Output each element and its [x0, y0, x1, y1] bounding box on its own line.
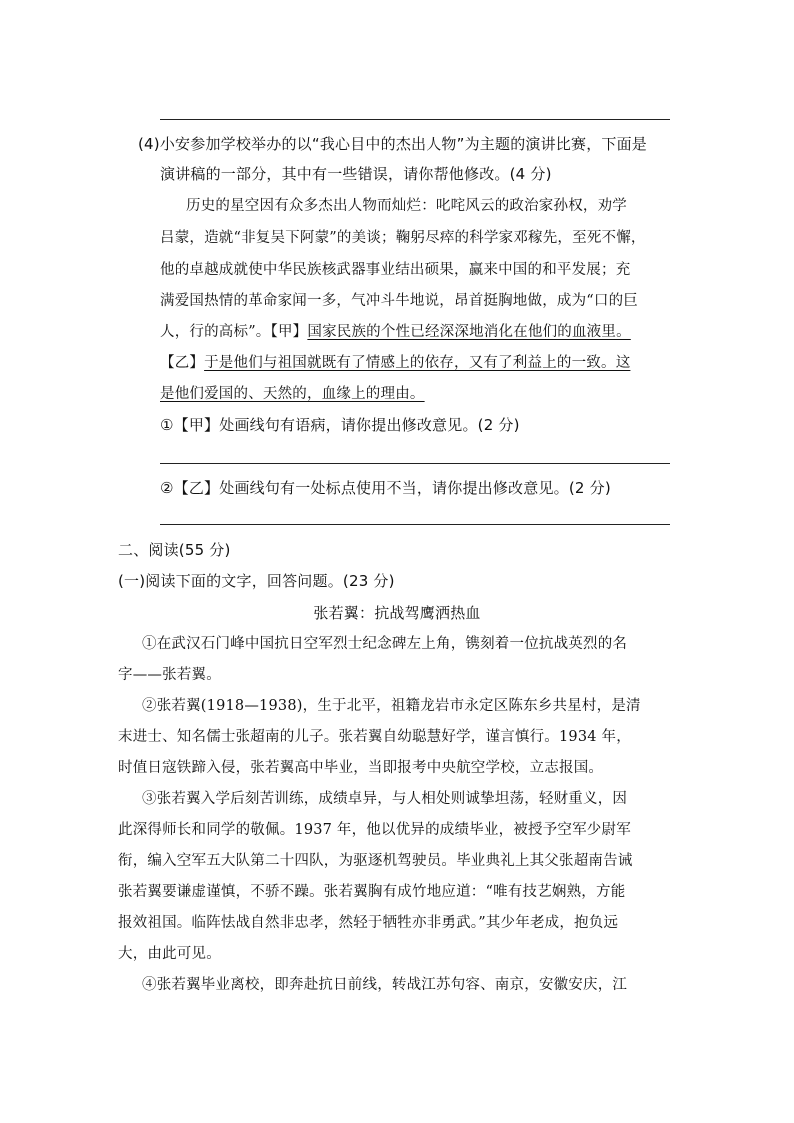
speech-passage-line: 吕蒙，造就“非复吴下阿蒙”的美谈；鞠躬尽瘁的科学家邓稼先，至死不懈，	[160, 230, 646, 246]
article-paragraph-line: 此深得师长和同学的敬佩。1937 年，他以优异的成绩毕业，被授予空军少尉军	[118, 822, 631, 838]
article-paragraph-line: ③张若翼入学后刻苦训练，成绩卓异，与人相处则诚挚坦荡，轻财重义，因	[142, 791, 628, 807]
article-paragraph-line: ①在武汉石门峰中国抗日空军烈士纪念碑左上角，镌刻着一位抗战英烈的名	[142, 636, 628, 652]
underlined-sentence-yi: 于是他们与祖国就既有了情感上的依存，又有了利益上的一致。这	[204, 355, 631, 371]
question-4-intro: (4)小安参加学校举办的以“我心目中的杰出人物”为主题的演讲比赛，下面是	[138, 135, 647, 153]
article-paragraph-line: 张若翼要谦虚谨慎，不骄不躁。张若翼胸有成竹地应道：“唯有技艺娴熟，方能	[118, 884, 626, 900]
answer-line	[160, 463, 670, 464]
article-paragraph-line: ④张若翼毕业离校，即奔赴抗日前线，转战江苏句容、南京，安徽安庆，江	[142, 977, 628, 993]
passage-text: 人，行的高标”。【甲】	[160, 324, 308, 340]
article-paragraph-line: 大，由此可见。	[118, 946, 221, 962]
speech-passage-line	[160, 384, 425, 404]
sub-question-2: ②【乙】处画线句有一处标点使用不当，请你提出修改意见。(2 分)	[160, 479, 611, 497]
answer-line	[160, 119, 670, 120]
article-paragraph-line: 字——张若翼。	[118, 667, 221, 683]
article-title: 张若翼：抗战驾鹰洒热血	[313, 604, 481, 622]
passage-label-yi: 【乙】	[160, 355, 205, 371]
article-paragraph-line: 衔，编入空军五大队第二十四队，为驱逐机驾驶员。毕业典礼上其父张超南告诫	[118, 853, 633, 869]
underlined-sentence-yi-continued: 是他们爱国的、天然的，血缘上的理由。	[160, 386, 425, 402]
sub-question-1: ①【甲】处画线句有语病，请你提出修改意见。(2 分)	[160, 416, 520, 434]
speech-passage-line: 满爱国热情的革命家闻一多，气冲斗牛地说，昂首挺胸地做，成为“口的巨	[160, 293, 639, 309]
speech-passage-line	[160, 353, 630, 373]
speech-passage-line	[160, 322, 631, 342]
question-4-intro-continued: 演讲稿的一部分，其中有一些错误，请你帮他修改。(4 分)	[160, 165, 552, 183]
article-paragraph-line: 时值日寇铁蹄入侵，张若翼高中毕业，当即报考中央航空学校，立志报国。	[118, 760, 604, 776]
article-paragraph-line: 末进士、知名儒士张超南的儿子。张若翼自幼聪慧好学，谨言慎行。1934 年，	[118, 729, 631, 745]
underlined-sentence-jia: 国家民族的个性已经深深地消化在他们的血液里。	[307, 324, 631, 340]
answer-line	[160, 524, 670, 525]
section-heading: 二、阅读(55 分)	[118, 541, 231, 559]
part-heading: (一)阅读下面的文字，回答问题。(23 分)	[118, 572, 395, 590]
article-paragraph-line: ②张若翼(1918—1938)，生于北平，祖籍龙岩市永定区陈东乡共星村，是清	[142, 698, 641, 714]
speech-passage-line: 他的卓越成就使中华民族核武器事业结出硕果，赢来中国的和平发展；充	[160, 262, 631, 278]
speech-passage-line: 历史的星空因有众多杰出人物而灿烂：叱咤风云的政治家孙权，劝学	[186, 198, 627, 214]
article-paragraph-line: 报效祖国。临阵怯战自然非忠孝，然轻于牺牲亦非勇武。”其少年老成，抱负远	[118, 915, 619, 931]
